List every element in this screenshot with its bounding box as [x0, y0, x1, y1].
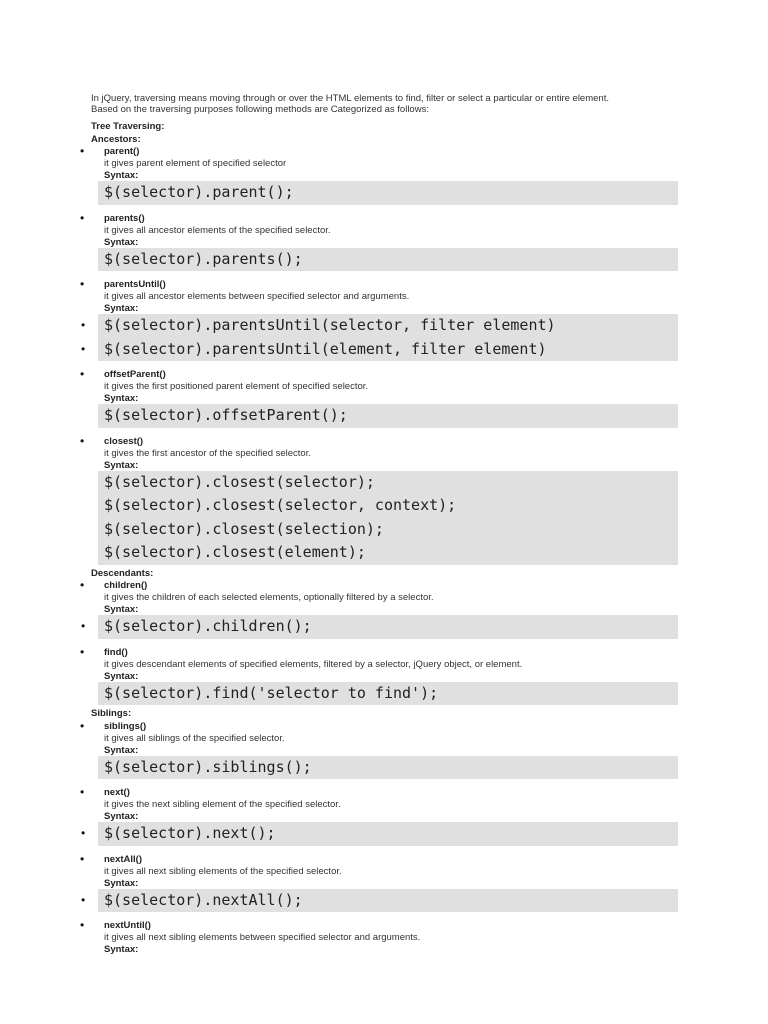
- syntax-label: Syntax:: [104, 811, 139, 822]
- code-line: [98, 682, 678, 706]
- method-name: parent(): [104, 146, 140, 157]
- method-item-siblings: [0, 718, 768, 780]
- method-name: parents(): [104, 212, 145, 224]
- method-item-find: [0, 644, 768, 706]
- content-flow: [0, 121, 768, 955]
- code-block: [98, 181, 678, 205]
- method-description: it gives parent element of specified selector: [104, 158, 287, 169]
- method-description: it gives all siblings of the specified selector.: [104, 732, 285, 744]
- bullet-icon: •: [80, 718, 85, 733]
- bullet-icon: •: [80, 918, 85, 932]
- syntax-label: Syntax:: [104, 877, 139, 889]
- syntax-label: Syntax:: [104, 393, 139, 404]
- code-block: [81, 615, 678, 639]
- code-text: $(selector).parentsUntil(element, filter element): [104, 339, 547, 358]
- bullet-icon: •: [81, 341, 86, 356]
- section-heading-tree-traversing: Tree Traversing:: [91, 121, 165, 132]
- code-line: [98, 471, 678, 495]
- method-description: it gives the next sibling element of the specified selector.: [104, 799, 341, 810]
- method-item-offsetparent: [0, 369, 768, 428]
- code-block: [98, 682, 678, 706]
- syntax-label: Syntax:: [104, 744, 139, 756]
- method-name: find(): [104, 646, 128, 658]
- code-line: [98, 404, 678, 428]
- method-description: it gives all ancestor elements between specified selector and arguments.: [104, 291, 410, 302]
- method-item-children: [0, 580, 768, 639]
- code-line: [81, 889, 678, 913]
- code-line: [98, 518, 678, 542]
- code-text: $(selector).closest(element);: [104, 543, 366, 561]
- syntax-label: Syntax:: [104, 303, 139, 314]
- method-description: it gives all next sibling elements of the specified selector.: [104, 865, 342, 877]
- code-block: [81, 889, 678, 913]
- code-line: [98, 494, 678, 518]
- method-item-parents: [0, 210, 768, 272]
- method-item-parentsuntil: [0, 279, 768, 361]
- syntax-label: Syntax:: [104, 944, 139, 955]
- code-text: $(selector).find('selector to find');: [104, 683, 439, 702]
- code-text: $(selector).offsetParent();: [104, 406, 348, 424]
- code-text: $(selector).closest(selector, context);: [104, 496, 457, 514]
- method-item-nextall: [0, 851, 768, 913]
- intro-line-2: Based on the traversing purposes following methods are Categorized as follows:: [91, 104, 429, 115]
- code-line: [81, 314, 678, 338]
- syntax-label: Syntax:: [104, 236, 139, 248]
- method-item-closest: [0, 433, 768, 565]
- code-text: $(selector).parents();: [104, 249, 303, 268]
- code-block: [98, 471, 678, 565]
- code-text: $(selector).nextAll();: [104, 890, 303, 909]
- method-name: closest(): [104, 435, 144, 447]
- code-text: $(selector).parent();: [104, 183, 294, 201]
- bullet-icon: •: [80, 785, 85, 799]
- method-description: it gives all next sibling elements between specified selector and arguments.: [104, 932, 421, 943]
- method-item-nextuntil: [0, 920, 768, 955]
- code-block: [98, 248, 678, 272]
- code-line: [81, 822, 678, 846]
- code-line: [98, 248, 678, 272]
- bullet-icon: •: [81, 826, 86, 840]
- syntax-label: Syntax:: [104, 170, 139, 181]
- code-block: [98, 404, 678, 428]
- code-block: [81, 314, 678, 361]
- method-name: parentsUntil(): [104, 279, 166, 290]
- method-item-parent: [0, 146, 768, 205]
- code-line: [81, 338, 678, 362]
- code-text: $(selector).siblings();: [104, 757, 312, 776]
- bullet-icon: •: [80, 644, 85, 659]
- method-description: it gives all ancestor elements of the specified selector.: [104, 224, 331, 236]
- bullet-icon: •: [80, 851, 85, 866]
- bullet-icon: •: [80, 210, 85, 225]
- section-heading-descendants: Descendants:: [91, 567, 154, 579]
- intro-line-1: In jQuery, traversing means moving through or over the HTML elements to find, filter or select a particular or entire element.: [91, 93, 609, 104]
- bullet-icon: •: [81, 318, 86, 332]
- bullet-icon: •: [80, 277, 85, 291]
- method-description: it gives descendant elements of specified elements, filtered by a selector, jQuery object, or element.: [104, 658, 523, 670]
- method-item-next: [0, 787, 768, 846]
- method-description: it gives the children of each selected elements, optionally filtered by a selector.: [104, 592, 434, 603]
- code-block: [98, 756, 678, 780]
- method-name: nextUntil(): [104, 920, 151, 931]
- bullet-icon: •: [80, 578, 85, 592]
- code-line: [98, 756, 678, 780]
- bullet-icon: •: [80, 367, 85, 381]
- code-text: $(selector).next();: [104, 824, 276, 842]
- intro-paragraph: [91, 93, 691, 115]
- bullet-icon: •: [80, 433, 85, 448]
- method-name: children(): [104, 580, 148, 591]
- section-heading-siblings: Siblings:: [91, 708, 132, 719]
- method-name: next(): [104, 787, 130, 798]
- method-name: offsetParent(): [104, 369, 166, 380]
- code-line: [98, 541, 678, 565]
- bullet-icon: •: [80, 144, 85, 158]
- syntax-label: Syntax:: [104, 459, 139, 471]
- code-line: [81, 615, 678, 639]
- code-text: $(selector).closest(selection);: [104, 519, 384, 538]
- method-name: siblings(): [104, 720, 147, 732]
- code-text: $(selector).children();: [104, 617, 312, 635]
- code-text: $(selector).parentsUntil(selector, filter element): [104, 316, 556, 334]
- bullet-icon: •: [81, 619, 86, 633]
- method-name: nextAll(): [104, 853, 142, 865]
- syntax-label: Syntax:: [104, 604, 139, 615]
- code-line: [98, 181, 678, 205]
- method-description: it gives the first positioned parent element of specified selector.: [104, 381, 369, 392]
- bullet-icon: •: [81, 892, 86, 907]
- section-heading-ancestors: Ancestors:: [91, 133, 141, 145]
- method-description: it gives the first ancestor of the specified selector.: [104, 447, 311, 459]
- syntax-label: Syntax:: [104, 670, 139, 682]
- code-block: [81, 822, 678, 846]
- code-text: $(selector).closest(selector);: [104, 472, 375, 491]
